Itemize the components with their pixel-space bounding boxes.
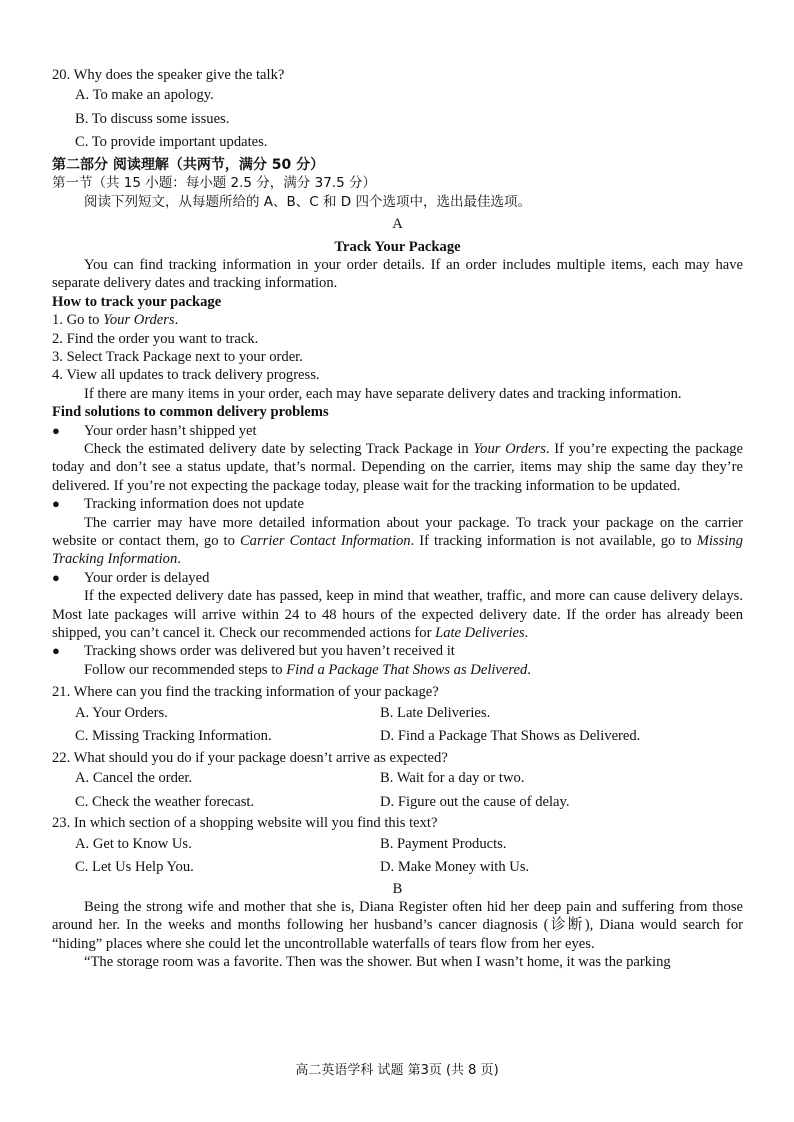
q20-option-b: B. To discuss some issues. [75,110,230,127]
q22-option-b: B. Wait for a day or two. [380,770,525,787]
exam-page [52,66,743,972]
passage-b-label: B [392,880,403,897]
q23-option-d: D. Make Money with Us. [380,859,530,875]
solutions-heading: Find solutions to common delivery problems [52,404,329,421]
not-shipped-text: Check the estimated delivery date by selecting Track Package in Your Orders. If you’re expecting the package today and don’t see a status update, that’s normal. Depending on the carrier, items may ship the same day they’re delivered. If you’re not expecting the package today, please wait for the tracking information to be updated. [52,441,743,494]
q23-option-c: C. Let Us Help You. [75,859,194,875]
delayed-text: If the expected delivery date has passed, keep in mind that weather, traffic, and more can cause delivery delays. Most late packages will arrive within 24 to 48 hours of the expected delivery date. If the order has already been shipped, you can’t cancel it. Check our recommended actions for Late Deliveries. [52,588,743,642]
bullet-delivered-not-received [52,642,743,660]
q21-option-b: B. Late Deliveries. [380,704,491,721]
bullet-icon: ● [52,643,60,659]
bullet-title: Your order hasn’t shipped yet [84,422,257,439]
q22-stem: 22. What should you do if your package doesn’t arrive as expected? [52,749,448,766]
q21-options-row-1 [52,702,743,726]
q21-option-a: A. Your Orders. [75,704,168,721]
reading-instruction: 阅读下列短文，从每题所给的 A、B、C 和 D 四个选项中，选出最佳选项。 [84,193,531,210]
q21-option-c: C. Missing Tracking Information. [75,728,272,745]
section1-heading: 第一节（共 15 小题：每小题 2.5 分，满分 37.5 分） [52,175,376,192]
delivered-not-received-text: Follow our recommended steps to Find a Package That Shows as Delivered. [84,661,531,678]
q21-options-row-2 [52,725,743,749]
bullet-title: Tracking shows order was delivered but you haven’t received it [84,643,455,660]
bullet-icon: ● [52,496,60,512]
q23-stem: 23. In which section of a shopping website will you find this text? [52,815,438,832]
bullet-delayed [52,569,743,587]
bullet-title: Your order is delayed [84,569,210,586]
q21-stem: 21. Where can you find the tracking information of your package? [52,684,439,701]
bullet-no-update [52,495,743,513]
step-2: 2. Find the order you want to track. [52,330,259,347]
many-items-note: If there are many items in your order, each may have separate delivery dates and tracking information. [84,385,682,402]
q20-option-c: C. To provide important updates. [75,134,268,151]
q23-options-row-2 [52,856,743,880]
passage-a-label: A [392,216,403,233]
passage-a-title: Track Your Package [334,238,461,255]
q22-option-c: C. Check the weather forecast. [75,793,255,810]
bullet-icon: ● [52,569,60,585]
q23-options-row-1 [52,833,743,857]
step-4: 4. View all updates to track delivery progress. [52,367,320,384]
passage-b-paragraph-2: “The storage room was a favorite. Then was the shower. But when I wasn’t home, it was the parking [84,954,671,971]
your-orders-italic: Your Orders [103,312,175,329]
bullet-title: Tracking information does not update [84,496,304,513]
bullet-not-shipped [52,422,743,440]
part2-heading: 第二部分 阅读理解（共两节，满分 50 分） [52,156,325,173]
q23-option-b: B. Payment Products. [380,835,507,852]
q23-option-a: A. Get to Know Us. [75,835,192,852]
q22-option-d: D. Figure out the cause of delay. [380,793,570,810]
q20-option-a: A. To make an apology. [75,87,214,104]
passage-a-intro: You can find tracking information in your order details. If an order includes multiple items, each may have separate delivery dates and tracking information. [52,256,743,292]
bullet-icon: ● [52,422,60,438]
q20-stem: 20. Why does the speaker give the talk? [52,67,285,83]
q22-options-row-2 [52,791,743,815]
step-3: 3. Select Track Package next to your order. [52,348,303,365]
q22-options-row-1 [52,767,743,791]
step-1: 1. Go to Your Orders. [52,312,179,329]
passage-b-paragraph-1: Being the strong wife and mother that she is, Diana Register often hid her deep pain and suffering from those around her. In the weeks and months following her husband’s cancer diagnosis (诊断), Diana would search for “hiding” places where she could let the uncontrollable waterfalls of tears flow from her eyes. [52,898,743,952]
how-to-track-heading: How to track your package [52,293,222,310]
q22-option-a: A. Cancel the order. [75,770,193,787]
no-update-text: The carrier may have more detailed information about your package. To track your package on the carrier website or contact them, go to Carrier Contact Information. If tracking information is not available, go to Missing Tracking Information. [52,514,743,568]
page-footer: 高二英语学科 试题 第3页 (共 8 页) [295,1063,499,1078]
q21-option-d: D. Find a Package That Shows as Delivered. [380,728,641,745]
